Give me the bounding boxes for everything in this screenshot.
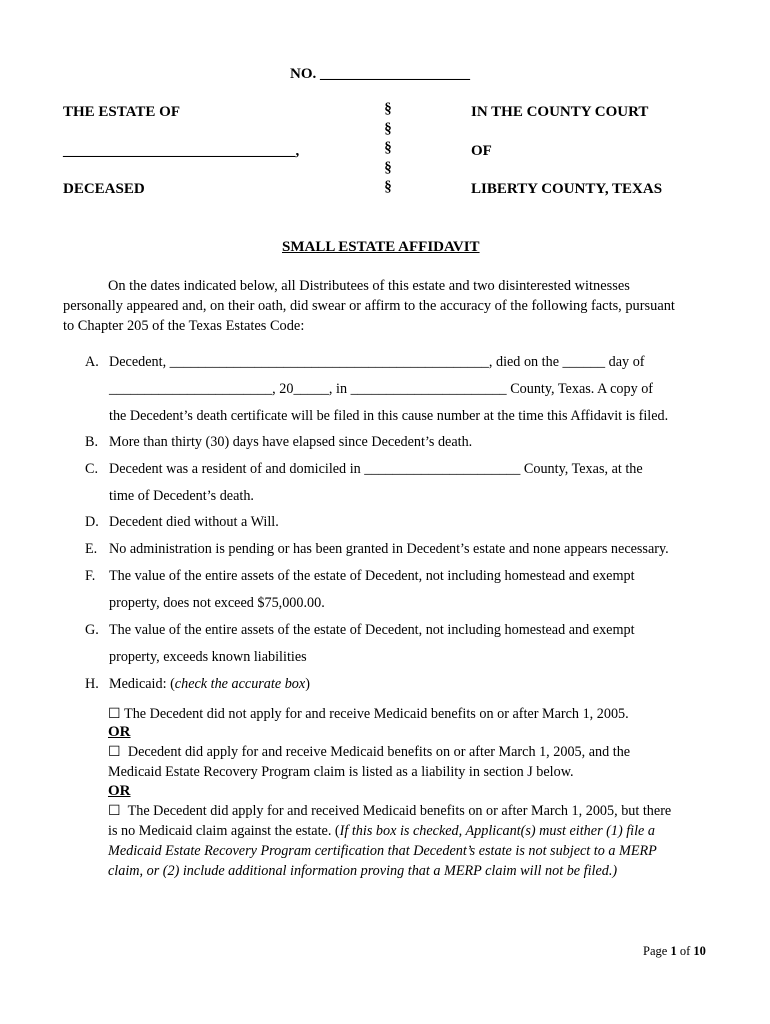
section-symbol: §: [384, 159, 392, 176]
section-symbols: [378, 100, 398, 198]
item-d-line-1: Decedent died without a Will.: [109, 514, 279, 530]
checkbox-icon[interactable]: ☐: [108, 744, 121, 760]
item-c-line-1: Decedent was a resident of and domiciled in ______________________ County, Texas, at the: [109, 461, 643, 477]
item-a-line-3: the Decedent’s death certificate will be filed in this cause number at the time this Affidavit is filed.: [109, 408, 669, 424]
option-1-text: The Decedent did not apply for and receive Medicaid benefits on or after March 1, 2005.: [124, 706, 629, 722]
item-f-line-2: property, does not exceed $75,000.00.: [109, 595, 325, 611]
section-symbol: §: [384, 120, 392, 137]
item-letter: F.: [85, 568, 96, 584]
item-b-line-1: More than thirty (30) days have elapsed since Decedent’s death.: [109, 434, 473, 450]
intro-line-3: to Chapter 205 of the Texas Estates Code:: [63, 318, 305, 334]
medicaid-label: Medicaid: (: [109, 676, 175, 692]
page-word: Page: [643, 944, 671, 958]
or-separator: OR: [108, 783, 131, 799]
item-a-line-1: Decedent, _____________________________________________, died on the ______ day of: [109, 354, 645, 370]
item-c-line-2: time of Decedent’s death.: [109, 488, 254, 504]
option-3-line-1: [108, 801, 718, 821]
option-2-line-1: [108, 742, 718, 762]
option-3-text-1: The Decedent did apply for and received Medicaid benefits on or after March 1, 2005, but there: [127, 803, 672, 819]
item-letter: A.: [85, 354, 99, 370]
item-letter: C.: [85, 461, 99, 477]
option-3-instruction: If this box is checked, Applicant(s) must either (1) file a: [339, 823, 655, 839]
section-symbol: §: [384, 140, 392, 156]
medicaid-option-1: [108, 704, 718, 724]
county-label: LIBERTY COUNTY, TEXAS: [471, 181, 663, 197]
medicaid-option-3: [108, 801, 718, 881]
medicaid-hint: check the accurate box: [174, 676, 306, 692]
deceased-label: DECEASED: [63, 181, 145, 197]
intro-line-2: personally appeared and, on their oath, did swear or affirm to the accuracy of the following facts, pursuant: [63, 298, 675, 314]
checkbox-icon[interactable]: ☐: [108, 803, 121, 819]
item-g-line-1: The value of the entire assets of the estate of Decedent, not including homestead and exempt: [109, 622, 635, 638]
option-3-line-2: [108, 821, 718, 841]
decedent-name-blank: _______________________________,: [63, 143, 300, 159]
court-label: IN THE COUNTY COURT: [471, 104, 649, 120]
option-3-line-4: claim, or (2) include additional information proving that a MERP claim will not be filed.): [108, 863, 618, 879]
of-label: OF: [471, 143, 492, 159]
estate-of-label: THE ESTATE OF: [63, 104, 180, 120]
checkbox-icon[interactable]: ☐: [108, 706, 121, 722]
option-3-line-3: Medicaid Estate Recovery Program certification that Decedent’s estate is not subject to a MERP: [108, 843, 657, 859]
item-a-line-2: _______________________, 20_____, in ______________________ County, Texas. A copy of: [109, 381, 654, 397]
item-letter: D.: [85, 514, 99, 530]
section-symbol: §: [384, 179, 392, 195]
intro-line-1: On the dates indicated below, all Distributees of this estate and two disinterested witnesses: [108, 278, 630, 294]
option-2-line-2: Medicaid Estate Recovery Program claim is listed as a liability in section J below.: [108, 764, 574, 780]
item-letter: H.: [85, 676, 99, 692]
section-symbol: §: [384, 101, 392, 117]
item-e-line-1: No administration is pending or has been granted in Decedent’s estate and none appears necessary.: [109, 541, 669, 557]
medicaid-option-2: [108, 742, 718, 782]
item-f-line-1: The value of the entire assets of the estate of Decedent, not including homestead and exempt: [109, 568, 635, 584]
item-letter: E.: [85, 541, 98, 557]
item-h-line-1: [109, 676, 310, 693]
page-number: [643, 944, 706, 959]
cause-number: NO. ____________________: [290, 66, 470, 82]
page-current: 1: [670, 944, 677, 958]
option-3-text-2: is no Medicaid claim against the estate. (: [108, 823, 340, 839]
item-g-line-2: property, exceeds known liabilities: [109, 649, 307, 665]
option-2-text-1: Decedent did apply for and receive Medicaid benefits on or after March 1, 2005, and the: [127, 744, 631, 760]
or-separator: OR: [108, 724, 131, 740]
item-letter: B.: [85, 434, 99, 450]
medicaid-hint-close: ): [305, 676, 310, 692]
item-letter: G.: [85, 622, 99, 638]
page-total: 10: [693, 944, 706, 958]
page-of-word: of: [676, 944, 694, 958]
document-title: SMALL ESTATE AFFIDAVIT: [282, 239, 480, 255]
